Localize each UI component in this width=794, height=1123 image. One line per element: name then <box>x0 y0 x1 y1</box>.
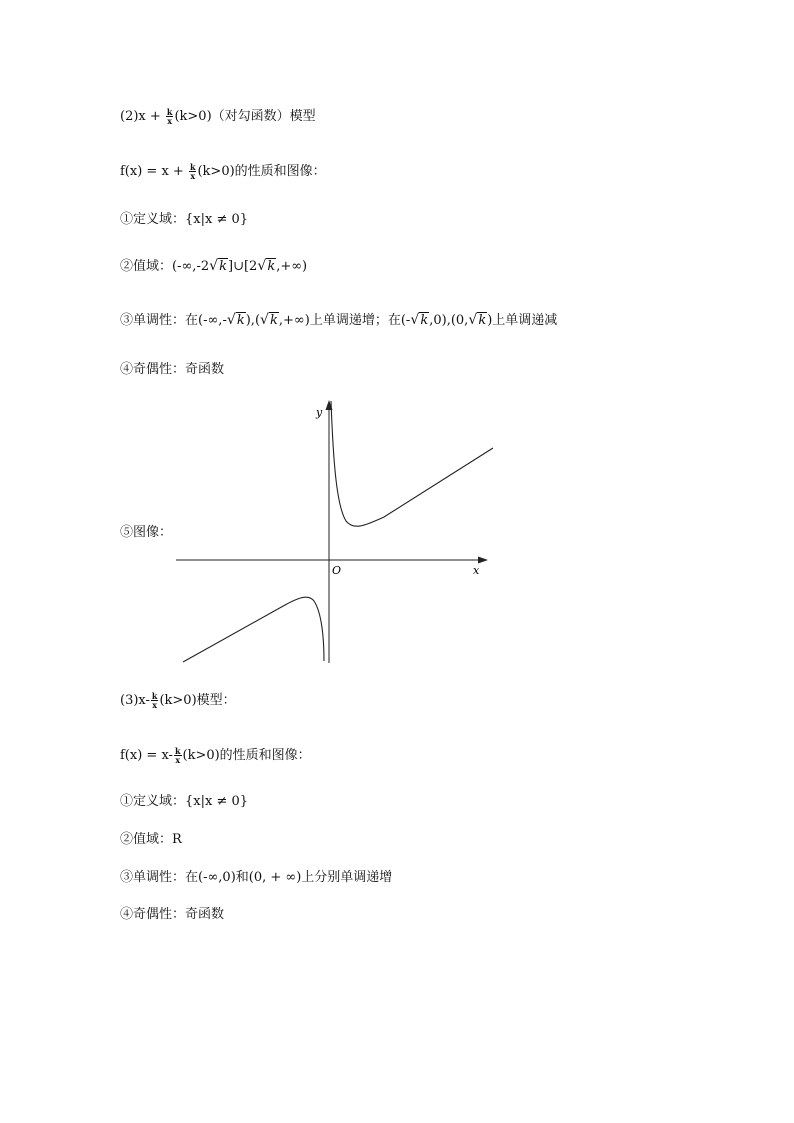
heading-suffix: (k>0)（对勾函数）模型 <box>174 109 316 124</box>
fraction-numerator: k <box>189 162 196 172</box>
section2-intro <box>120 163 326 181</box>
section3-intro <box>120 747 311 765</box>
sqrt-k: √ k <box>226 312 245 328</box>
interval-part: ,0),(0, <box>429 313 469 328</box>
section2-monotonic <box>120 312 557 330</box>
interval-part: (- <box>400 313 411 328</box>
radicand: k <box>478 313 487 328</box>
intro-suffix: (k>0)的性质和图像： <box>197 164 326 179</box>
range-part: (-∞,-2 <box>172 259 210 274</box>
fraction-denominator: x <box>152 700 158 710</box>
sqrt-k: √ k <box>260 312 278 328</box>
interval-part: ) <box>487 313 493 328</box>
origin-label: O <box>332 564 342 577</box>
section3-range: ②值域：R <box>120 832 182 847</box>
curve-right-branch <box>331 401 493 526</box>
fraction-numerator: k <box>151 691 158 701</box>
radicand: k <box>420 313 429 328</box>
curve-left-branch <box>183 597 324 662</box>
intro-suffix: (k>0)的性质和图像： <box>182 748 311 763</box>
radicand: k <box>267 259 276 274</box>
sqrt-k: √ k <box>209 258 227 274</box>
radicand: k <box>270 313 278 328</box>
decreasing-text: 上单调递减 <box>492 313 558 328</box>
sqrt-k: √ k <box>468 312 487 328</box>
fraction-denominator: x <box>167 116 173 126</box>
interval-part: ,+∞) <box>278 313 310 328</box>
sqrt-k: √ k <box>410 312 429 328</box>
section3-heading <box>120 692 236 710</box>
fraction-numerator: k <box>174 746 181 756</box>
fraction-denominator: x <box>175 755 181 765</box>
section3-parity: ④奇偶性：奇函数 <box>120 907 225 922</box>
function-graph <box>170 395 500 665</box>
fraction-numerator: k <box>166 107 173 117</box>
sqrt-k: √ k <box>257 258 276 274</box>
intro-prefix: f(x) = x- <box>120 748 173 763</box>
fraction <box>151 692 159 709</box>
section2-heading <box>120 108 316 126</box>
radicand: k <box>236 313 245 328</box>
fraction <box>189 163 197 180</box>
x-axis-arrow-icon <box>478 557 488 564</box>
section2-graph-label: ⑤图像： <box>120 525 173 540</box>
range-part: ,+∞) <box>276 259 308 274</box>
interval-part: ),( <box>245 313 261 328</box>
range-label: ②值域： <box>120 259 173 274</box>
heading-prefix: (2)x + <box>120 109 165 124</box>
section2-domain: ①定义域：{x|x ≠ 0} <box>120 212 249 227</box>
heading-suffix: (k>0)模型： <box>159 693 236 708</box>
section2-range <box>120 258 307 276</box>
interval-part: (-∞,- <box>198 313 227 328</box>
y-axis-label: y <box>316 406 323 419</box>
section2-parity: ④奇偶性：奇函数 <box>120 362 225 377</box>
range-part: ]∪[2 <box>228 259 258 274</box>
increasing-text: 上单调递增；在 <box>309 313 401 328</box>
radicand: k <box>219 259 227 274</box>
monotonic-label: ③单调性：在 <box>120 313 199 328</box>
fraction <box>166 108 174 125</box>
section3-domain: ①定义域：{x|x ≠ 0} <box>120 794 249 809</box>
section3-monotonic: ③单调性：在(-∞,0)和(0, + ∞)上分别单调递增 <box>120 870 393 885</box>
heading-prefix: (3)x- <box>120 693 150 708</box>
intro-prefix: f(x) = x + <box>120 164 188 179</box>
fraction-denominator: x <box>190 171 196 181</box>
x-axis-label: x <box>473 564 480 577</box>
fraction <box>174 747 182 764</box>
